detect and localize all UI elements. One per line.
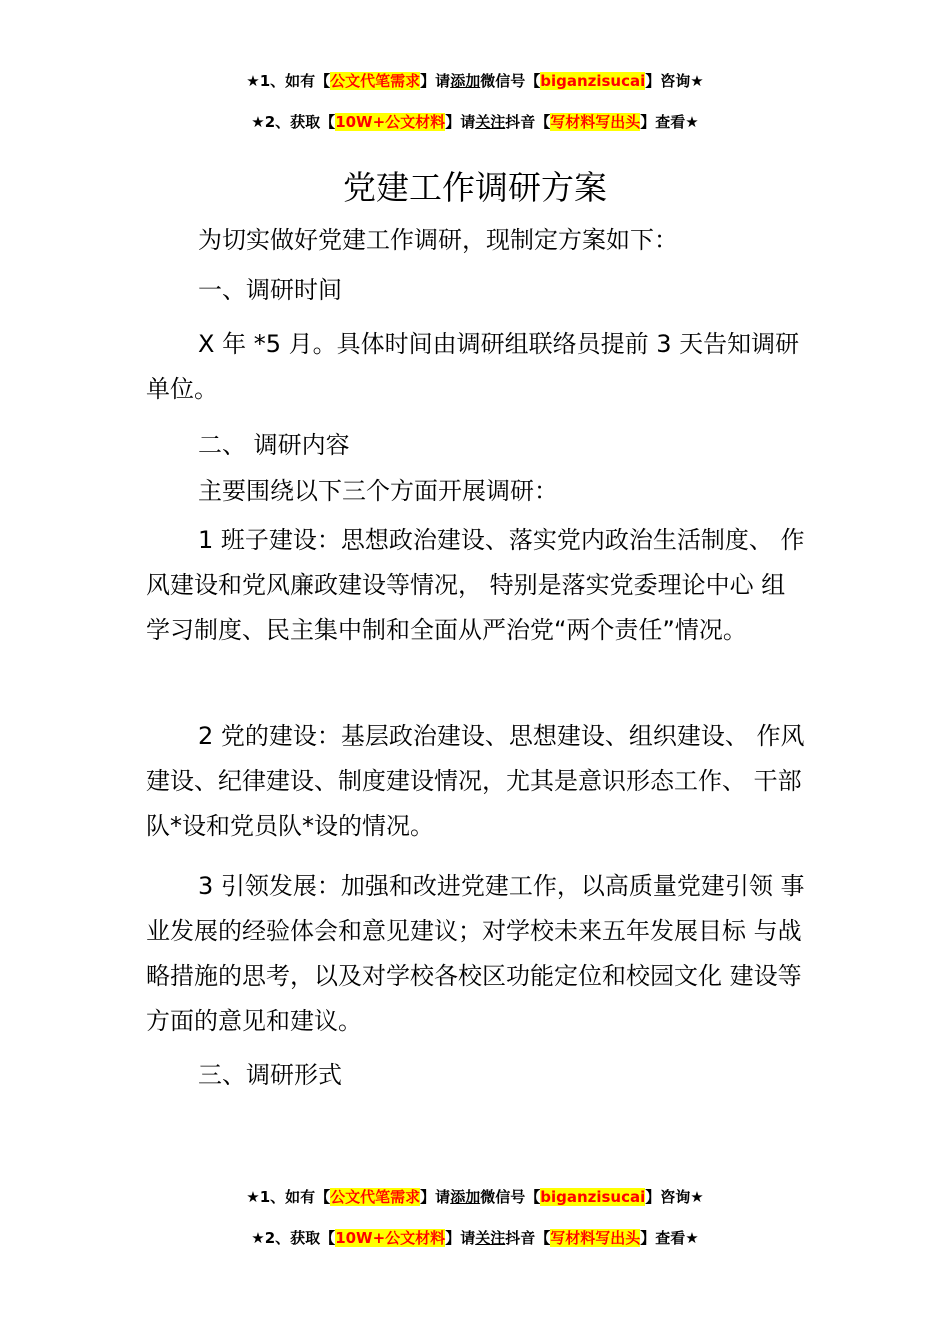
- banner-text: 】请: [445, 1229, 476, 1247]
- highlight-materials: 10W+公文材料: [335, 113, 446, 131]
- highlight-douyin: 写材料写出头: [550, 1229, 641, 1247]
- bottom-banner-line-1: [0, 1185, 950, 1209]
- banner-text: 】咨询★: [645, 1188, 704, 1206]
- banner-text: 抖音【: [505, 1229, 551, 1247]
- banner-text: 抖音【: [505, 113, 551, 131]
- highlight-wechat-id: biganzisucai: [540, 72, 646, 90]
- section-1-body: X 年 *5 月。具体时间由调研组联络员提前 3 天告知调研单位。: [146, 330, 800, 403]
- document-title: 党建工作调研方案: [343, 168, 607, 207]
- section-1-heading: 一、调研时间: [198, 276, 342, 304]
- banner-text: ★2、获取【: [251, 1229, 336, 1247]
- highlight-service: 公文代笔需求: [330, 72, 421, 90]
- banner-text: 】请: [445, 113, 476, 131]
- highlight-service: 公文代笔需求: [330, 1188, 421, 1206]
- highlight-wechat-id: biganzisucai: [540, 1188, 646, 1206]
- highlight-douyin: 写材料写出头: [550, 113, 641, 131]
- content-item-1: 1 班子建设：思想政治建设、落实党内政治生活制度、 作风建设和党风廉政建设等情况， 特别是落实党委理论中心 组学习制度、民主集中制和全面从严治党“两个责任”情况。: [146, 526, 805, 644]
- banner-text: ★2、获取【: [251, 113, 336, 131]
- content-item-3: 3 引领发展：加强和改进党建工作，以高质量党建引领 事业发展的经验体会和意见建议；对学校未来五年发展目标 与战略措施的思考，以及对学校各校区功能定位和校园文化 建设等方面的意见和建议。: [146, 872, 805, 1035]
- banner-text: 微信号【: [480, 1188, 541, 1206]
- underlined-text: 添加: [450, 72, 481, 90]
- bottom-banner-line-2: [0, 1226, 950, 1250]
- highlight-materials: 10W+公文材料: [335, 1229, 446, 1247]
- banner-text: 】咨询★: [645, 72, 704, 90]
- content-item-2: 2 党的建设：基层政治建设、思想建设、组织建设、 作风建设、纪律建设、制度建设情况，尤其是意识形态工作、 干部队*设和党员队*设的情况。: [146, 722, 805, 840]
- intro-paragraph: 为切实做好党建工作调研，现制定方案如下：: [198, 226, 678, 254]
- underlined-text: 添加: [450, 1188, 481, 1206]
- banner-text: 】查看★: [640, 1229, 699, 1247]
- section-2-intro: 主要围绕以下三个方面开展调研：: [198, 477, 558, 505]
- underlined-text: 关注: [475, 1229, 506, 1247]
- banner-text: ★1、如有【: [246, 1188, 331, 1206]
- banner-text: 微信号【: [480, 72, 541, 90]
- banner-text: 】请: [420, 72, 451, 90]
- top-banner-line-2: [0, 110, 950, 134]
- section-3-heading: 三、调研形式: [198, 1061, 342, 1089]
- section-2-heading: 二、 调研内容: [198, 431, 350, 459]
- banner-text: 】查看★: [640, 113, 699, 131]
- banner-text: ★1、如有【: [246, 72, 331, 90]
- banner-text: 】请: [420, 1188, 451, 1206]
- top-banner-line-1: [0, 69, 950, 93]
- underlined-text: 关注: [475, 113, 506, 131]
